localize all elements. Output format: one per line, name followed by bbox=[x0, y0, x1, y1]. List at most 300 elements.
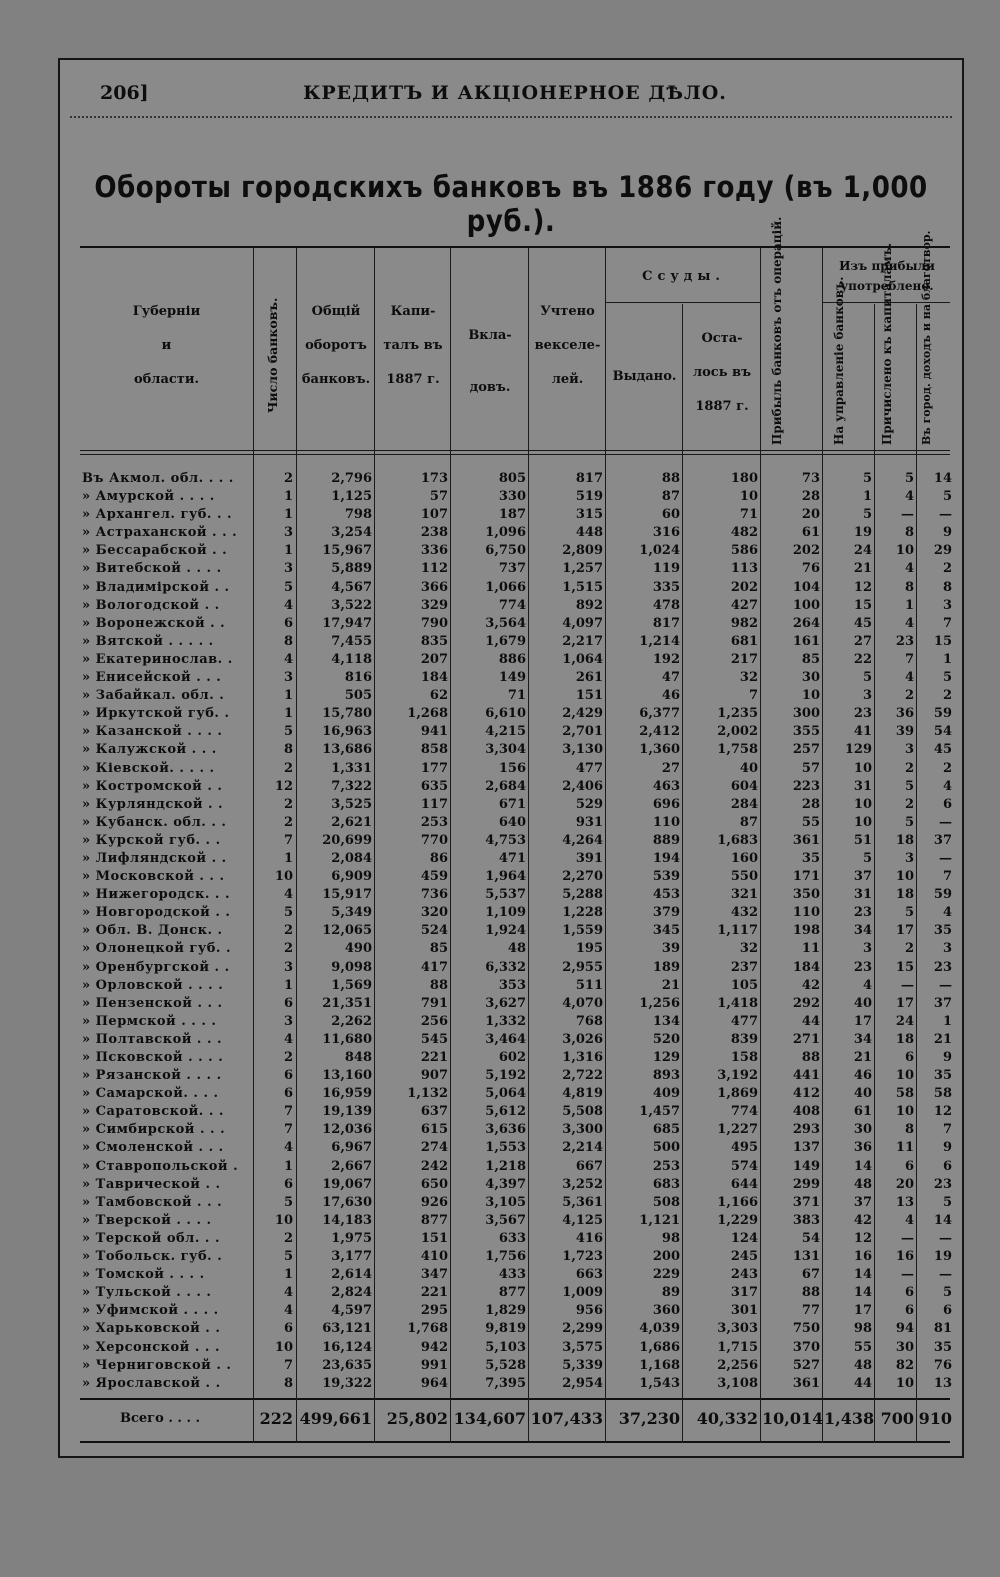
cell-issued: 316 bbox=[652, 525, 680, 541]
cell-profit: 44 bbox=[801, 1013, 820, 1029]
cell-city: 13 bbox=[933, 1375, 952, 1391]
cell-admin: 15 bbox=[853, 597, 872, 613]
cell-city: 5 bbox=[942, 489, 952, 505]
table-row bbox=[60, 542, 966, 560]
cell-admin: 12 bbox=[853, 1230, 872, 1246]
cell-bills: 519 bbox=[575, 489, 603, 505]
cell-admin: 17 bbox=[853, 1013, 872, 1029]
total-row bbox=[60, 1403, 966, 1435]
cell-turnover: 848 bbox=[344, 1050, 372, 1065]
region-name: » Олонецкой губ. . bbox=[82, 941, 231, 957]
region-name: » Забайкал. обл. . bbox=[82, 688, 225, 704]
cell-admin: 37 bbox=[853, 1194, 872, 1210]
cell-profit: 35 bbox=[801, 850, 820, 866]
cell-deposits: 156 bbox=[498, 760, 526, 776]
cell-deposits: 886 bbox=[498, 651, 526, 667]
header-capital bbox=[376, 295, 450, 397]
cell-remaining: 217 bbox=[730, 651, 758, 667]
cell-deposits: 187 bbox=[498, 507, 526, 523]
cell-capital: 256 bbox=[420, 1013, 448, 1029]
cell-issued: 1,121 bbox=[639, 1212, 680, 1228]
cell-city: 9 bbox=[942, 1140, 952, 1156]
cell-city: 14 bbox=[933, 471, 952, 486]
cell-capital: 62 bbox=[429, 688, 448, 704]
table-row bbox=[60, 1302, 966, 1320]
header-line: Общій bbox=[311, 304, 361, 319]
cell-admin: 40 bbox=[853, 995, 872, 1011]
cell-banks: 1 bbox=[283, 1158, 293, 1174]
cell-turnover: 7,322 bbox=[331, 778, 372, 794]
table-title: Обороты городскихъ банковъ въ 1886 году (въ 1,000 руб.). bbox=[94, 170, 928, 238]
cell-bills: 5,288 bbox=[562, 887, 603, 903]
cell-admin: 5 bbox=[862, 507, 872, 523]
cell-banks: 1 bbox=[283, 706, 293, 722]
cell-issued: 539 bbox=[652, 869, 680, 885]
region-name: » Енисейской . . . bbox=[82, 670, 222, 686]
cell-cap-add: 4 bbox=[904, 489, 914, 505]
cell-remaining: 681 bbox=[730, 633, 758, 649]
cell-admin: 14 bbox=[853, 1285, 872, 1301]
cell-capital: 964 bbox=[420, 1375, 448, 1391]
cell-capital: 329 bbox=[420, 597, 448, 613]
cell-turnover: 4,118 bbox=[331, 651, 372, 667]
cell-capital: 242 bbox=[420, 1158, 448, 1174]
cell-banks: 10 bbox=[274, 1339, 293, 1355]
cell-remaining: 301 bbox=[730, 1303, 758, 1319]
cell-cap-add: 58 bbox=[895, 1086, 914, 1102]
cell-city: 81 bbox=[933, 1321, 952, 1337]
cell-turnover: 3,177 bbox=[331, 1249, 372, 1265]
cell-remaining: 839 bbox=[730, 1031, 758, 1047]
cell-bills: 529 bbox=[575, 796, 603, 812]
header-to-administration: На управленіе банковъ. bbox=[832, 276, 846, 445]
cell-profit: 61 bbox=[801, 525, 820, 541]
cell-capital: 336 bbox=[420, 543, 448, 559]
cell-deposits: 5,612 bbox=[485, 1104, 526, 1120]
header-rule bbox=[70, 116, 952, 118]
cell-issued: 2,412 bbox=[639, 724, 680, 740]
cell-issued: 1,457 bbox=[639, 1104, 680, 1120]
cell-capital: 942 bbox=[420, 1339, 448, 1355]
table-row bbox=[60, 1248, 966, 1266]
cell-deposits: 1,332 bbox=[485, 1013, 526, 1029]
cell-turnover: 23,635 bbox=[322, 1357, 372, 1373]
table-row bbox=[60, 488, 966, 506]
header-region-line: области. bbox=[133, 372, 200, 387]
cell-city: — bbox=[939, 977, 952, 993]
cell-admin: 40 bbox=[853, 1086, 872, 1102]
cell-deposits: 1,829 bbox=[485, 1303, 526, 1319]
cell-profit: 54 bbox=[801, 1230, 820, 1246]
cell-profit: 131 bbox=[792, 1249, 820, 1265]
table-row bbox=[60, 524, 966, 542]
cell-admin: 129 bbox=[844, 742, 872, 758]
total-remaining: 40,332 bbox=[696, 1409, 758, 1428]
cell-admin: 3 bbox=[862, 688, 872, 704]
region-name: » Московской . . . bbox=[82, 869, 225, 885]
cell-deposits: 6,750 bbox=[485, 543, 526, 559]
cell-banks: 3 bbox=[283, 959, 293, 975]
cell-turnover: 6,967 bbox=[331, 1140, 372, 1156]
cell-city: 3 bbox=[942, 941, 952, 957]
cell-profit: 750 bbox=[792, 1321, 820, 1337]
cell-city: 6 bbox=[942, 1158, 952, 1174]
cell-city: — bbox=[939, 1230, 952, 1246]
cell-bills: 1,228 bbox=[562, 905, 603, 921]
cell-remaining: 495 bbox=[730, 1140, 758, 1156]
cell-capital: 253 bbox=[420, 814, 448, 830]
cell-capital: 991 bbox=[420, 1357, 448, 1373]
cell-deposits: 5,528 bbox=[485, 1357, 526, 1373]
cell-banks: 2 bbox=[283, 941, 293, 957]
cell-turnover: 505 bbox=[344, 688, 372, 704]
cell-issued: 134 bbox=[652, 1013, 680, 1029]
cell-cap-add: 16 bbox=[895, 1249, 914, 1265]
cell-issued: 200 bbox=[652, 1249, 680, 1265]
total-bottom-rule bbox=[80, 1441, 950, 1443]
region-name: » Архангел. губ. . . bbox=[82, 507, 233, 523]
table-row bbox=[60, 669, 966, 687]
cell-bills: 2,809 bbox=[562, 543, 603, 559]
region-name: » Харьковской . . bbox=[82, 1321, 221, 1337]
cell-capital: 221 bbox=[420, 1050, 448, 1065]
cell-remaining: 1,117 bbox=[717, 923, 758, 939]
cell-remaining: 586 bbox=[730, 543, 758, 559]
region-name: » Иркутской губ. . bbox=[82, 706, 230, 722]
cell-deposits: 3,636 bbox=[485, 1122, 526, 1138]
cell-city: — bbox=[939, 814, 952, 830]
cell-bills: 3,300 bbox=[562, 1122, 603, 1138]
cell-banks: 2 bbox=[283, 923, 293, 939]
cell-bills: 195 bbox=[575, 941, 603, 957]
cell-issued: 1,256 bbox=[639, 995, 680, 1011]
cell-bills: 3,575 bbox=[562, 1339, 603, 1355]
cell-turnover: 12,065 bbox=[322, 923, 372, 939]
cell-deposits: 602 bbox=[498, 1050, 526, 1065]
region-name: » Херсонской . . . bbox=[82, 1339, 220, 1355]
total-city: 910 bbox=[918, 1409, 952, 1428]
region-name: » Пермской . . . . bbox=[82, 1013, 217, 1029]
cell-banks: 4 bbox=[283, 1285, 293, 1301]
cell-city: 6 bbox=[942, 796, 952, 812]
cell-profit: 77 bbox=[801, 1303, 820, 1319]
table-row bbox=[60, 1230, 966, 1248]
cell-city: 2 bbox=[942, 561, 952, 577]
table-row bbox=[60, 796, 966, 814]
cell-deposits: 5,064 bbox=[485, 1086, 526, 1102]
cell-deposits: 877 bbox=[498, 1285, 526, 1301]
cell-admin: 46 bbox=[853, 1068, 872, 1084]
cell-city: 1 bbox=[942, 651, 952, 667]
cell-remaining: 2,002 bbox=[717, 724, 758, 740]
cell-cap-add: 7 bbox=[904, 651, 914, 667]
cell-banks: 4 bbox=[283, 1031, 293, 1047]
cell-city: 37 bbox=[933, 832, 952, 848]
cell-banks: 1 bbox=[283, 543, 293, 559]
cell-issued: 893 bbox=[652, 1068, 680, 1084]
region-name: » Пензенской . . . bbox=[82, 995, 223, 1011]
table-row bbox=[60, 940, 966, 958]
table-row bbox=[60, 1212, 966, 1230]
cell-capital: 177 bbox=[420, 760, 448, 776]
cell-city: 4 bbox=[942, 778, 952, 794]
header-line: Вкла- bbox=[468, 328, 512, 343]
cell-cap-add: 2 bbox=[904, 796, 914, 812]
cell-admin: 23 bbox=[853, 959, 872, 975]
cell-deposits: 1,096 bbox=[485, 525, 526, 541]
region-name: » Псковской . . . . bbox=[82, 1050, 224, 1065]
cell-remaining: 124 bbox=[730, 1230, 758, 1246]
cell-city: — bbox=[939, 850, 952, 866]
cell-remaining: 1,869 bbox=[717, 1086, 758, 1102]
cell-bills: 4,264 bbox=[562, 832, 603, 848]
cell-deposits: 330 bbox=[498, 489, 526, 505]
cell-cap-add: 10 bbox=[895, 1068, 914, 1084]
cell-city: — bbox=[939, 1267, 952, 1283]
loans-group-rule bbox=[605, 302, 760, 303]
cell-cap-add: 4 bbox=[904, 670, 914, 686]
cell-cap-add: 2 bbox=[904, 941, 914, 957]
cell-cap-add: 6 bbox=[904, 1285, 914, 1301]
cell-profit: 408 bbox=[792, 1104, 820, 1120]
header-loans-issued: Выдано. bbox=[612, 369, 677, 384]
cell-bills: 1,723 bbox=[562, 1249, 603, 1265]
cell-cap-add: 17 bbox=[895, 995, 914, 1011]
cell-admin: 3 bbox=[862, 941, 872, 957]
cell-turnover: 2,614 bbox=[331, 1267, 372, 1283]
cell-admin: 55 bbox=[853, 1339, 872, 1355]
cell-remaining: 644 bbox=[730, 1176, 758, 1192]
cell-admin: 37 bbox=[853, 869, 872, 885]
cell-remaining: 482 bbox=[730, 525, 758, 541]
cell-banks: 5 bbox=[283, 1194, 293, 1210]
cell-profit: 350 bbox=[792, 887, 820, 903]
header-line: довъ. bbox=[469, 380, 511, 395]
cell-bills: 956 bbox=[575, 1303, 603, 1319]
cell-bills: 151 bbox=[575, 688, 603, 704]
cell-banks: 1 bbox=[283, 489, 293, 505]
cell-turnover: 15,917 bbox=[322, 887, 372, 903]
cell-bills: 2,406 bbox=[562, 778, 603, 794]
cell-deposits: 671 bbox=[498, 796, 526, 812]
region-name: » Екатеринослав. . bbox=[82, 651, 233, 667]
cell-turnover: 13,160 bbox=[322, 1068, 372, 1084]
cell-remaining: 982 bbox=[730, 615, 758, 631]
cell-profit: 42 bbox=[801, 977, 820, 993]
cell-admin: 61 bbox=[853, 1104, 872, 1120]
header-added-to-capital: Причислено къ капиталамъ. bbox=[880, 242, 894, 445]
cell-cap-add: 4 bbox=[904, 615, 914, 631]
cell-issued: 39 bbox=[661, 941, 680, 957]
cell-capital: 524 bbox=[420, 923, 448, 939]
cell-turnover: 17,630 bbox=[322, 1194, 372, 1210]
cell-cap-add: 82 bbox=[895, 1357, 914, 1373]
cell-issued: 89 bbox=[661, 1285, 680, 1301]
cell-cap-add: 20 bbox=[895, 1176, 914, 1192]
header-line: Оста- bbox=[701, 331, 743, 346]
cell-banks: 5 bbox=[283, 905, 293, 921]
cell-city: 58 bbox=[933, 1086, 952, 1102]
cell-profit: 355 bbox=[792, 724, 820, 740]
table-row bbox=[60, 1049, 966, 1067]
region-name: » Калужской . . . bbox=[82, 742, 217, 758]
cell-cap-add: 39 bbox=[895, 724, 914, 740]
cell-capital: 615 bbox=[420, 1122, 448, 1138]
cell-capital: 151 bbox=[420, 1230, 448, 1246]
region-name: » Рязанской . . . . bbox=[82, 1068, 222, 1084]
cell-capital: 459 bbox=[420, 869, 448, 885]
region-name: » Тамбовской . . . bbox=[82, 1194, 223, 1210]
cell-admin: 12 bbox=[853, 579, 872, 595]
region-name: » Смоленской . . . bbox=[82, 1140, 224, 1156]
cell-issued: 1,360 bbox=[639, 742, 680, 758]
cell-turnover: 19,139 bbox=[322, 1104, 372, 1120]
cell-profit: 11 bbox=[801, 941, 820, 957]
region-name: » Тобольск. губ. . bbox=[82, 1249, 223, 1265]
cell-cap-add: 10 bbox=[895, 869, 914, 885]
cell-admin: 5 bbox=[862, 850, 872, 866]
cell-issued: 119 bbox=[652, 561, 680, 577]
cell-cap-add: 6 bbox=[904, 1303, 914, 1319]
cell-turnover: 1,331 bbox=[331, 760, 372, 776]
cell-issued: 27 bbox=[661, 760, 680, 776]
region-name: » Оренбургской . . bbox=[82, 959, 230, 975]
cell-capital: 238 bbox=[420, 525, 448, 541]
cell-deposits: 4,397 bbox=[485, 1176, 526, 1192]
cell-banks: 4 bbox=[283, 651, 293, 667]
cell-banks: 2 bbox=[283, 796, 293, 812]
cell-deposits: 5,192 bbox=[485, 1068, 526, 1084]
cell-banks: 4 bbox=[283, 1303, 293, 1319]
total-issued: 37,230 bbox=[618, 1409, 680, 1428]
region-name: » Ставропольской . bbox=[82, 1158, 239, 1174]
table-row bbox=[60, 814, 966, 832]
cell-profit: 412 bbox=[792, 1086, 820, 1102]
cell-turnover: 21,351 bbox=[322, 995, 372, 1011]
region-name: » Ярославской . . bbox=[82, 1375, 221, 1391]
cell-remaining: 160 bbox=[730, 850, 758, 866]
cell-admin: 23 bbox=[853, 706, 872, 722]
cell-turnover: 17,947 bbox=[322, 615, 372, 631]
cell-cap-add: 18 bbox=[895, 887, 914, 903]
cell-banks: 5 bbox=[283, 724, 293, 740]
cell-deposits: 3,567 bbox=[485, 1212, 526, 1228]
cell-remaining: 87 bbox=[739, 814, 758, 830]
cell-remaining: 477 bbox=[730, 1013, 758, 1029]
cell-capital: 858 bbox=[420, 742, 448, 758]
cell-turnover: 20,699 bbox=[322, 832, 372, 848]
cell-admin: 48 bbox=[853, 1357, 872, 1373]
cell-cap-add: 13 bbox=[895, 1194, 914, 1210]
cell-deposits: 6,610 bbox=[485, 706, 526, 722]
cell-cap-add: 5 bbox=[904, 814, 914, 830]
cell-issued: 1,024 bbox=[639, 543, 680, 559]
cell-deposits: 1,553 bbox=[485, 1140, 526, 1156]
header-line: оборотъ bbox=[305, 338, 367, 353]
cell-cap-add: 24 bbox=[895, 1013, 914, 1029]
cell-turnover: 7,455 bbox=[331, 633, 372, 649]
cell-issued: 229 bbox=[652, 1267, 680, 1283]
cell-banks: 4 bbox=[283, 597, 293, 613]
cell-issued: 520 bbox=[652, 1031, 680, 1047]
region-name: » Тверской . . . . bbox=[82, 1212, 212, 1228]
cell-profit: 223 bbox=[792, 778, 820, 794]
cell-city: 14 bbox=[933, 1212, 952, 1228]
cell-cap-add: — bbox=[901, 1267, 914, 1283]
cell-city: 54 bbox=[933, 724, 952, 740]
cell-admin: 34 bbox=[853, 1031, 872, 1047]
cell-cap-add: 3 bbox=[904, 850, 914, 866]
cell-bills: 1,064 bbox=[562, 651, 603, 667]
cell-deposits: 1,924 bbox=[485, 923, 526, 939]
cell-remaining: 7 bbox=[748, 688, 758, 704]
cell-city: 45 bbox=[933, 742, 952, 758]
cell-cap-add: 8 bbox=[904, 1122, 914, 1138]
cell-capital: 877 bbox=[420, 1212, 448, 1228]
cell-city: 59 bbox=[933, 887, 952, 903]
table-row bbox=[60, 1320, 966, 1338]
total-deposits: 134,607 bbox=[453, 1409, 526, 1428]
cell-profit: 198 bbox=[792, 923, 820, 939]
cell-cap-add: 15 bbox=[895, 959, 914, 975]
cell-capital: 173 bbox=[420, 471, 448, 486]
cell-remaining: 1,229 bbox=[717, 1212, 758, 1228]
cell-admin: 17 bbox=[853, 1303, 872, 1319]
cell-turnover: 2,621 bbox=[331, 814, 372, 830]
cell-remaining: 321 bbox=[730, 887, 758, 903]
cell-remaining: 202 bbox=[730, 579, 758, 595]
cell-cap-add: 18 bbox=[895, 832, 914, 848]
cell-deposits: 3,105 bbox=[485, 1194, 526, 1210]
cell-capital: 117 bbox=[420, 796, 448, 812]
cell-capital: 274 bbox=[420, 1140, 448, 1156]
cell-profit: 361 bbox=[792, 832, 820, 848]
cell-capital: 941 bbox=[420, 724, 448, 740]
cell-deposits: 2,684 bbox=[485, 778, 526, 794]
cell-profit: 371 bbox=[792, 1194, 820, 1210]
cell-banks: 6 bbox=[283, 1086, 293, 1102]
cell-remaining: 3,108 bbox=[717, 1375, 758, 1391]
header-line: Учтено bbox=[540, 304, 595, 319]
cell-bills: 2,955 bbox=[562, 959, 603, 975]
cell-remaining: 2,256 bbox=[717, 1357, 758, 1373]
cell-admin: 14 bbox=[853, 1158, 872, 1174]
cell-turnover: 2,796 bbox=[331, 471, 372, 486]
cell-admin: 44 bbox=[853, 1375, 872, 1391]
table-row bbox=[60, 832, 966, 850]
cell-capital: 545 bbox=[420, 1031, 448, 1047]
cell-profit: 85 bbox=[801, 651, 820, 667]
table-row bbox=[60, 1375, 966, 1393]
header-loans-remaining bbox=[684, 322, 760, 424]
cell-deposits: 9,819 bbox=[485, 1321, 526, 1337]
cell-deposits: 3,464 bbox=[485, 1031, 526, 1047]
cell-admin: 27 bbox=[853, 633, 872, 649]
cell-profit: 57 bbox=[801, 760, 820, 776]
header-region bbox=[80, 295, 253, 397]
cell-remaining: 1,166 bbox=[717, 1194, 758, 1210]
region-name: » Владимірской . . bbox=[82, 579, 230, 595]
cell-capital: 907 bbox=[420, 1068, 448, 1084]
cell-capital: 207 bbox=[420, 651, 448, 667]
cell-banks: 8 bbox=[283, 1375, 293, 1391]
cell-city: 2 bbox=[942, 760, 952, 776]
cell-issued: 379 bbox=[652, 905, 680, 921]
cell-remaining: 180 bbox=[730, 471, 758, 486]
cell-deposits: 3,564 bbox=[485, 615, 526, 631]
cell-deposits: 3,304 bbox=[485, 742, 526, 758]
cell-remaining: 32 bbox=[739, 670, 758, 686]
